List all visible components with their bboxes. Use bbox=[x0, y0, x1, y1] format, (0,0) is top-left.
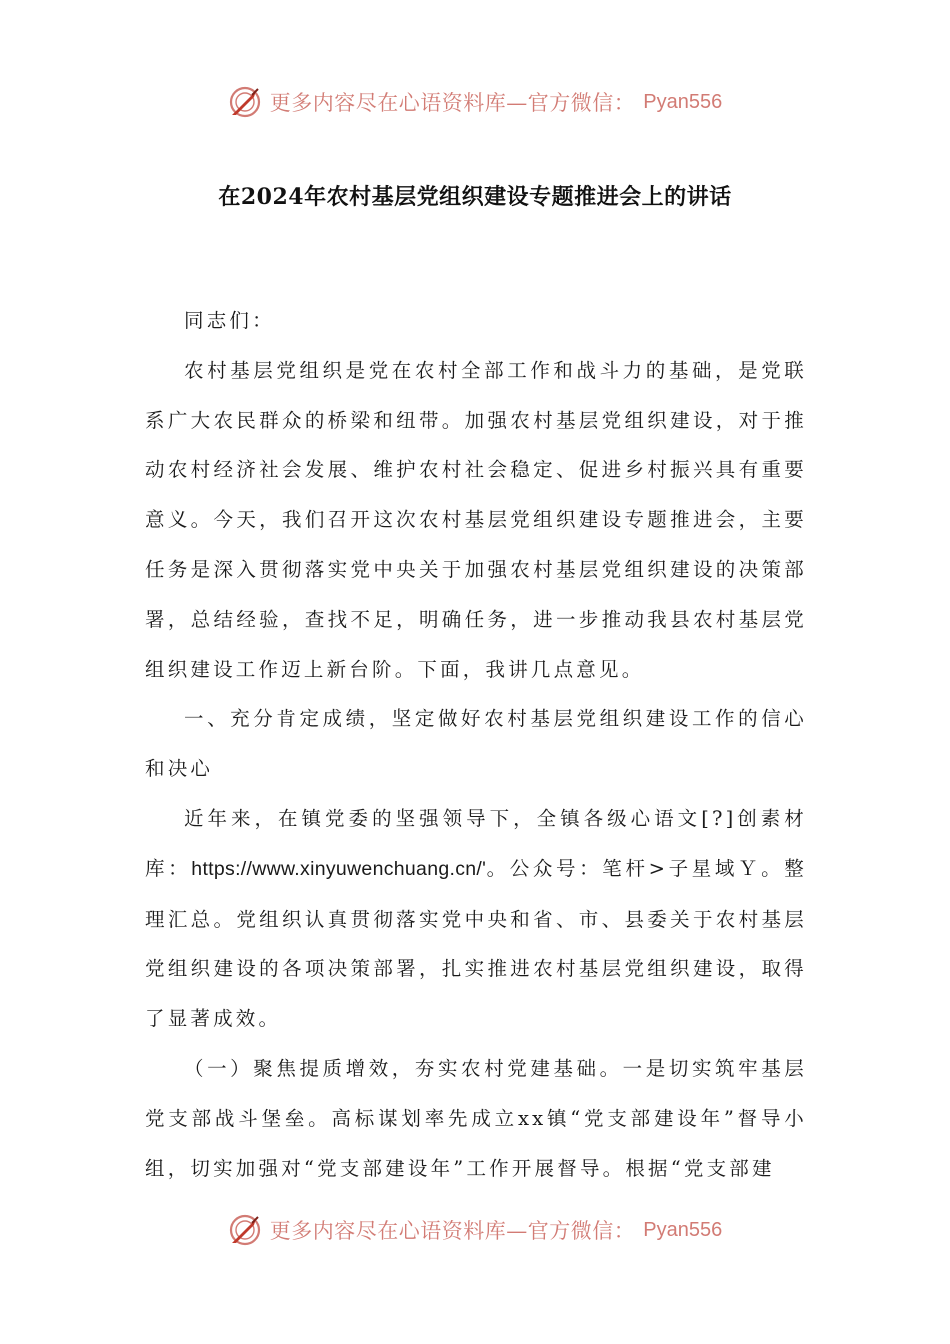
footer-watermark bbox=[0, 1210, 950, 1250]
pen-circle-logo-icon bbox=[228, 1213, 262, 1247]
section-heading-1: 一、充分肯定成绩，坚定做好农村基层党组织建设工作的信心和决心 bbox=[145, 707, 807, 781]
paragraph-2-start: 近年来，在镇党委的坚强领导下，全镇各级心语文[?]创素材库： bbox=[145, 806, 807, 880]
header-watermark bbox=[0, 82, 950, 122]
pen-circle-logo-icon bbox=[228, 85, 262, 119]
paragraph-2-end: 。公众号：笔杆>子星域Ｙ。整理汇总。党组织认真贯彻落实党中央和省、市、县委关于农村基层党组织建设的各项决策部署，扎实推进农村基层党组织建设，取得了显著成效。 bbox=[145, 856, 808, 1031]
watermark-wechat-id: Pyan556 bbox=[643, 90, 723, 113]
source-url: https://www.xinyuwenchuang.cn/' bbox=[191, 857, 487, 880]
watermark-text: 更多内容尽在心语资料库—官方微信： bbox=[269, 91, 636, 115]
paragraph-intro: 农村基层党组织是党在农村全部工作和战斗力的基础，是党联系广大农民群众的桥梁和纽带。加强农村基层党组织建设，对于推动农村经济社会发展、维护农村社会稳定、促进乡村振兴具有重要意义。今天，我们召开这次农村基层党组织建设专题推进会，主要任务是深入贯彻落实党中央关于加强农村基层党组织建设的决策部署，总结经验，查找不足，明确任务，进一步推动我县农村基层党组织建设工作迈上新台阶。下面，我讲几点意见。 bbox=[145, 358, 807, 681]
document-title: 在2024年农村基层党组织建设专题推进会上的讲话 bbox=[218, 184, 732, 210]
watermark-text: 更多内容尽在心语资料库—官方微信： bbox=[269, 1219, 636, 1243]
paragraph-achievements bbox=[145, 794, 807, 1044]
document-body bbox=[145, 296, 807, 1193]
watermark-wechat-id: Pyan556 bbox=[643, 1218, 723, 1241]
paragraph-subsection-1: （一）聚焦提质增效，夯实农村党建基础。一是切实筑牢基层党支部战斗堡垒。高标谋划率先成立xx镇“党支部建设年”督导小组，切实加强对“党支部建设年”工作开展督导。根据“党支部建 bbox=[145, 1056, 807, 1180]
salutation: 同志们： bbox=[184, 309, 275, 332]
